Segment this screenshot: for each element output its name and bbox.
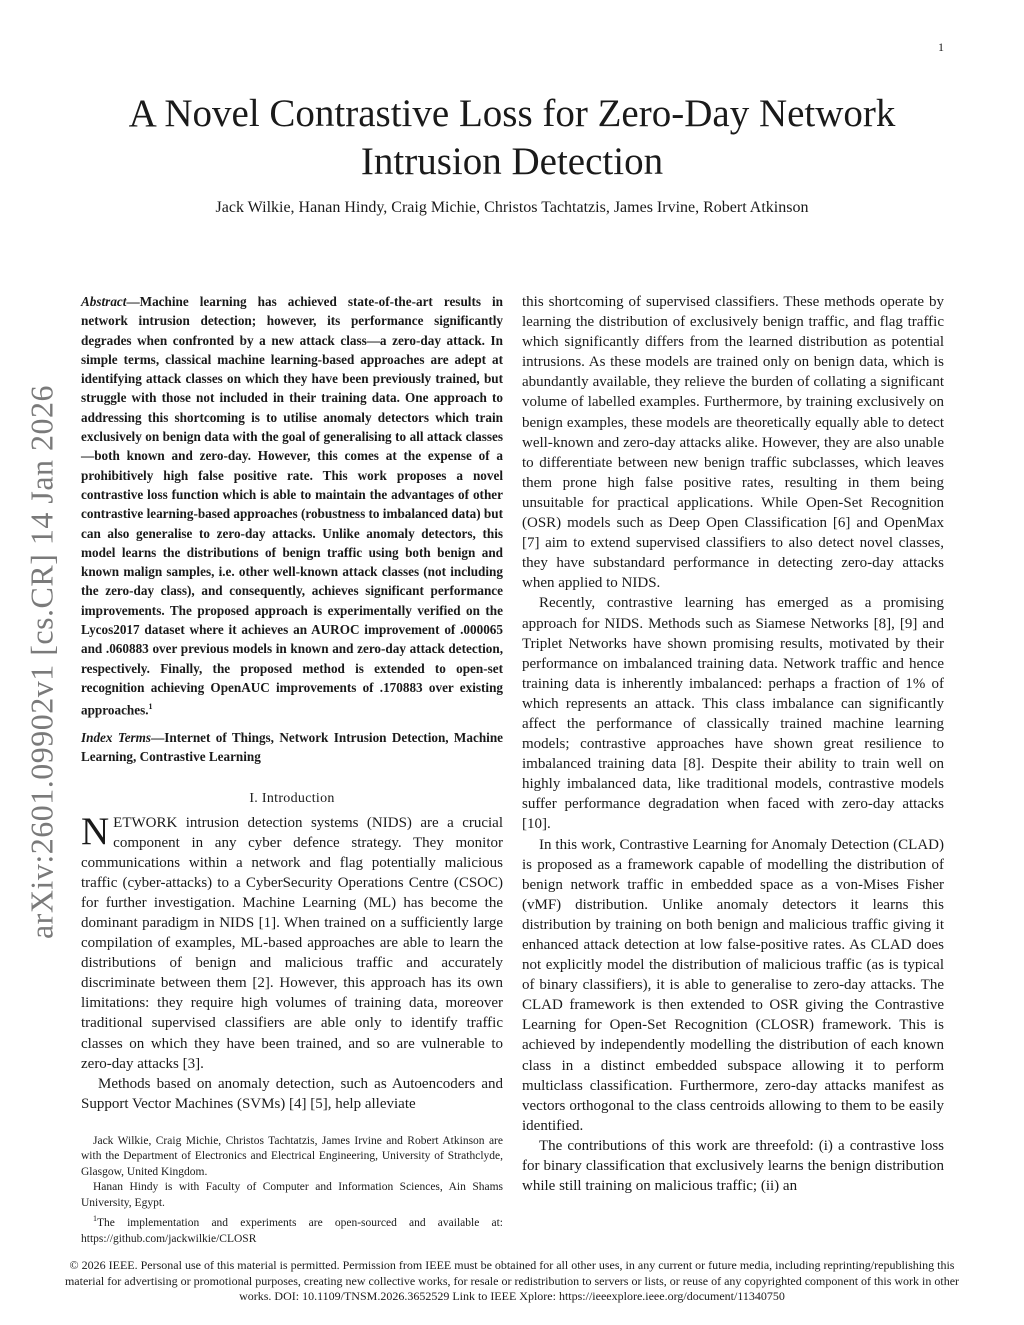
drop-cap: N bbox=[81, 809, 110, 853]
right-paragraph-1: this shortcoming of supervised classifiers. These methods operate by learning the distribution of exclusively benign traffic, and flag traffic which significantly differs from the learned distribution as potential intrusions. As these models are trained only on benign data, which is abundantly available, they relieve the burden of collating a significant volume of labelled examples. Furthermore, by training exclusively on benign examples, these models are theoretically equally able to detect well-known and zero-day attacks alike. However, they are also unable to differentiate between new benign traffic subclasses, which leaves them prone high false positive rates, resulting in them being unsuitable for practical applications. While Open-Set Recognition (OSR) models such as Deep Open Classification [6] and OpenMax [7] aim to extend supervised classifiers to also detect novel classes, they have substandard performance in detecting zero-day attacks when applied to NIDS. bbox=[522, 294, 944, 592]
page-number: 1 bbox=[938, 40, 944, 54]
abstract-label: Abstract bbox=[81, 294, 127, 309]
right-paragraph-2: Recently, contrastive learning has emerged as a promising approach for NIDS. Methods such as Siamese Networks [8], [9] and Triplet Networks have shown promising results, motivated by their performance on imbalanced training data. Network traffic and hence training data is inherently imbalanced: perhaps a fraction of 1% of which represents an attack. This class imbalance can significantly affect the performance of classically trained machine learning models; contrastive approaches have shown great resilience to imbalanced training data [8]. Despite their ability to train well on highly imbalanced data, like traditional models, contrastive models suffer performance degradation when faced with zero-day attacks [10]. bbox=[522, 595, 944, 833]
footnotes bbox=[81, 1134, 503, 1247]
abstract bbox=[81, 292, 503, 720]
right-column bbox=[522, 292, 944, 1196]
footnote-affiliation-2: Hanan Hindy is with Faculty of Computer and Information Sciences, Ain Shams University, Egypt. bbox=[81, 1181, 503, 1209]
footnote-code bbox=[81, 1211, 503, 1247]
left-column bbox=[81, 292, 503, 1247]
arxiv-identifier[interactable]: arXiv:2601.09902v1 [cs.CR] 14 Jan 2026 bbox=[23, 384, 60, 940]
index-terms-text: —Internet of Things, Network Intrusion Detection, Machine Learning, Contrastive Learning bbox=[81, 729, 504, 765]
right-paragraph-3: In this work, Contrastive Learning for Anomaly Detection (CLAD) is proposed as a framework capable of modelling the distribution of benign network traffic in embedded space as a von-Mises Fisher (vMF) distribution. Unlike anomaly detectors it learns this distribution by training on both benign and malicious traffic giving it enhanced attack detection at low false-positive rates. As CLAD does not explicitly model the distribution of malicious traffic (as is typical of binary classifiers), it is able to generalise to zero-day attacks. The CLAD framework is then extended to OSR giving the Contrastive Learning for Open-Set Recognition (CLOSR) framework. This is achieved by independently modelling the distribution of each known class in a distinct embedded subspace allowing it to perform multiclass classification. Furthermore, zero-day attacks manifest as vectors orthogonal to the class centroids allowing to them to be easily identified. bbox=[522, 836, 944, 1134]
right-paragraph-4: The contributions of this work are threefold: (i) a contrastive loss for binary classification that exclusively learns the benign distribution while still training on malicious traffic; (ii) an bbox=[522, 1137, 944, 1195]
abstract-text: —Machine learning has achieved state-of-the-art results in network intrusion detection; however, its performance significantly degrades when confronted by a new attack class—a zero-day attack. In simple terms, classical machine learning-based approaches are adept at identifying attack classes on which they have been previously trained, but struggle with those not included in their training data. One approach to addressing this shortcoming is to utilise anomaly detectors which train exclusively on benign data with the goal of generalising to all attack classes—both known and zero-day. However, this comes at the expense of a prohibitively high false positive rate. This work proposes a novel contrastive loss function which is able to maintain the advantages of other contrastive learning-based approaches (robustness to imbalanced data) but can also generalise to zero-day attacks. Unlike anomaly detectors, this model learns the distributions of benign traffic using both benign and known malign samples, i.e. other well-known attack classes (not including the zero-day class), and consequently, achieves significant performance improvements. The proposed approach is experimentally verified on the Lycos2017 dataset where it achieves an AUROC improvement of .000065 and .060883 over previous models in known and zero-day attack detection, respectively. Finally, the proposed method is extended to open-set recognition achieving OpenAUC improvements of .170883 over existing approaches. bbox=[81, 294, 503, 718]
copyright-notice: © 2026 IEEE. Personal use of this material is permitted. Permission from IEEE must be obtained for all other uses, in any current or future media, including reprinting/republishing this material for advertising or promotional purposes, creating new collective works, for resale or redistribution to servers or lists, or reuse of any copyrighted component of this work in other works. DOI: 10.1109/TNSM.2026.3652529 Link to IEEE Xplore: https://ieeexplore.ieee.org/document/11340750 bbox=[64, 1258, 960, 1303]
footnote-code-marker: 1 bbox=[93, 1214, 97, 1224]
footnote-code-text[interactable]: The implementation and experiments are open-sourced and available at: https://github.com/jackwilkie/CLOSR bbox=[81, 1217, 503, 1245]
intro-paragraph-1 bbox=[81, 809, 503, 1074]
footnote-affiliation-1: Jack Wilkie, Craig Michie, Christos Tachtatzis, James Irvine and Robert Atkinson are with the Department of Electronics and Electrical Engineering, University of Strathclyde, Glasgow, United Kingdom. bbox=[81, 1134, 503, 1178]
index-terms bbox=[81, 728, 503, 767]
section-heading-introduction: I. Introduction bbox=[249, 790, 335, 806]
intro-paragraph-1-text: ETWORK intrusion detection systems (NIDS) are a crucial component in any cyber defence strategy. They monitor communications within a network and flag potentially malicious traffic (cyber-attacks) to a CyberSecurity Operations Centre (CSOC) for further investigation. Machine Learning (ML) has become the dominant paradigm in NIDS [1]. When trained on a sufficiently large compilation of examples, ML-based approaches are able to learn the distributions of benign and malicious traffic and accurately discriminate between them [2]. However, this approach has its own limitations: they require high volumes of training data, moreover traditional supervised classifiers are able only to identify traffic classes on which they have been trained, and so are vulnerable to zero-day attacks [3]. bbox=[81, 814, 503, 1072]
author-list: Jack Wilkie, Hanan Hindy, Craig Michie, Christos Tachtatzis, James Irvine, Robert Atkinson bbox=[215, 199, 809, 216]
intro-paragraph-2: Methods based on anomaly detection, such as Autoencoders and Support Vector Machines (SVMs) [4] [5], help alleviate bbox=[81, 1075, 503, 1112]
index-terms-label: Index Terms bbox=[81, 729, 152, 745]
footnote-marker[interactable]: 1 bbox=[148, 702, 153, 712]
paper-title: A Novel Contrastive Loss for Zero-Day Network Intrusion Detection bbox=[128, 92, 896, 183]
